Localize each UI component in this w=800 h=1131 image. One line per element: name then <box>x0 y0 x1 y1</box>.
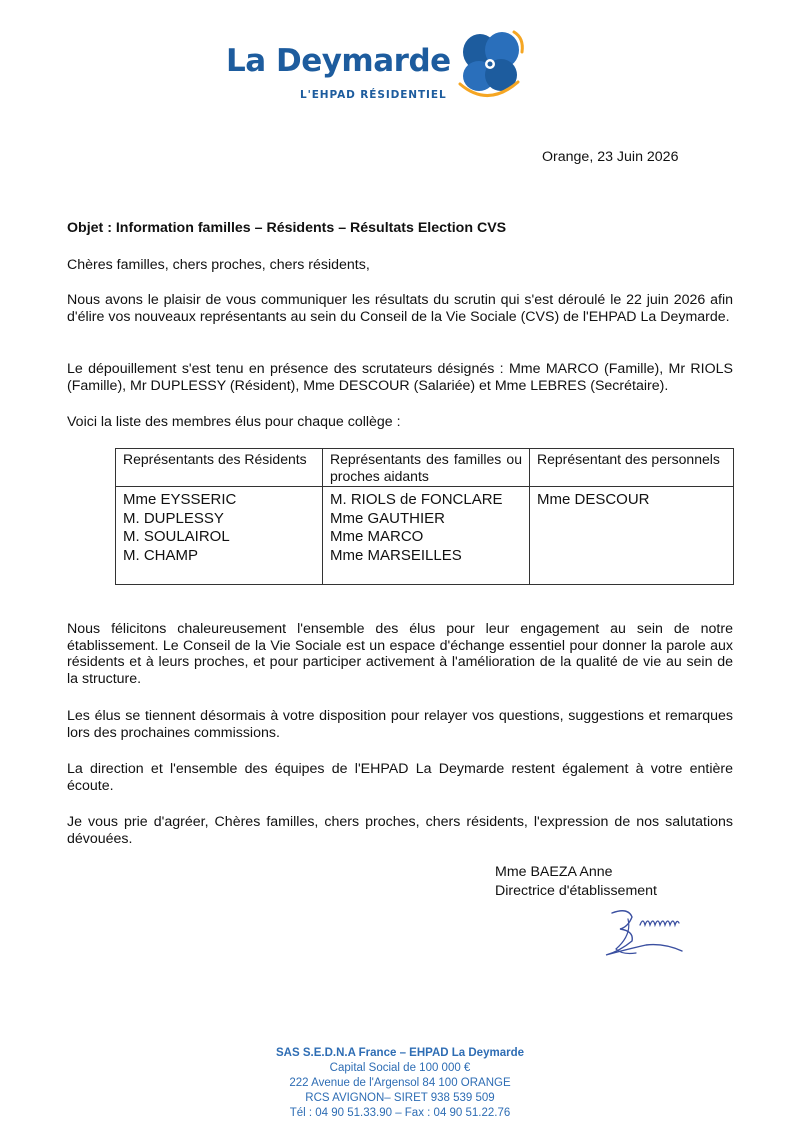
footer-capital: Capital Social de 100 000 € <box>329 1062 471 1074</box>
residents-cell <box>116 487 323 585</box>
paragraph-congrats: Nous félicitons chaleureusement l'ensemble des élus pour leur engagement au sein de notre établissement. Le Conseil de la Vie Sociale est un espace d'échange essentiel pour donner la parole aux résidents et à leurs proches, et pour participer activement à l'amélioration de la qualité de vie au sein de la structure. <box>67 621 733 687</box>
member-name: M. RIOLS de FONCLARE <box>330 491 503 508</box>
paragraph-intro: Nous avons le plaisir de vous communiquer les résultats du scrutin qui s'est déroulé le 22 juin 2026 afin d'élire vos nouveaux représentants au sein du Conseil de la Vie Sociale (CVS) de l'EHPAD La Deymarde. <box>67 292 733 325</box>
signatory-block <box>495 863 657 901</box>
header-residents: Représentants des Résidents <box>116 449 323 487</box>
table-row <box>116 487 734 585</box>
member-name: M. DUPLESSY <box>123 509 224 527</box>
footer-address: 222 Avenue de l'Argensol 84 100 ORANGE <box>289 1077 511 1089</box>
member-name: Mme DESCOUR <box>537 491 650 508</box>
paragraph-scrutineers: Le dépouillement s'est tenu en présence des scrutateurs désignés : Mme MARCO (Famille), Mr RIOLS (Famille), Mr DUPLESSY (Résident), Mme DESCOUR (Salariée) et Mme LEBRES (Secrétaire). <box>67 361 733 394</box>
elected-members-table <box>115 448 734 585</box>
families-cell <box>323 487 530 585</box>
letter-subject: Objet : Information familles – Résidents – Résultats Election CVS <box>67 220 507 236</box>
salutation: Chères familles, chers proches, chers résidents, <box>67 257 370 273</box>
member-name: Mme MARCO <box>330 528 424 545</box>
footer-rcs: RCS AVIGNON– SIRET 938 539 509 <box>305 1092 495 1104</box>
member-name: M. CHAMP <box>123 546 198 564</box>
paragraph-availability: Les élus se tiennent désormais à votre disposition pour relayer vos questions, suggestions et remarques lors des prochaines commissions. <box>67 708 733 741</box>
member-name: Mme MARSEILLES <box>330 546 462 564</box>
member-name: Mme EYSSERIC <box>123 491 237 508</box>
paragraph-closing: Je vous prie d'agréer, Chères familles, chers proches, chers résidents, l'expression de nos salutations dévouées. <box>67 814 733 847</box>
member-name: M. SOULAIROL <box>123 528 230 545</box>
signatory-name: Mme BAEZA Anne <box>495 864 613 880</box>
signatory-title: Directrice d'établissement <box>495 883 657 899</box>
header-families: Représentants des familles ou proches aidants <box>323 449 530 487</box>
logo <box>226 26 536 106</box>
letter-date: Orange, 23 Juin 2026 <box>542 149 679 165</box>
member-name: Mme GAUTHIER <box>330 509 446 527</box>
table-header-row <box>116 449 734 487</box>
footer-phone: Tél : 04 90 51.33.90 – Fax : 04 90 51.22.76 <box>289 1107 511 1119</box>
letter-footer <box>0 1046 800 1121</box>
paragraph-list-intro: Voici la liste des membres élus pour chaque collège : <box>67 414 401 430</box>
logo-tagline: L'EHPAD RÉSIDENTIEL <box>300 89 447 101</box>
paragraph-direction: La direction et l'ensemble des équipes de l'EHPAD La Deymarde restent également à votre entière écoute. <box>67 761 733 794</box>
flower-logo-icon <box>452 26 532 102</box>
footer-company: SAS S.E.D.N.A France – EHPAD La Deymarde <box>276 1047 524 1059</box>
handwritten-signature <box>598 905 698 967</box>
staff-cell <box>530 487 734 585</box>
header-staff: Représentant des personnels <box>530 449 734 487</box>
logo-name: La Deymarde <box>226 43 451 79</box>
